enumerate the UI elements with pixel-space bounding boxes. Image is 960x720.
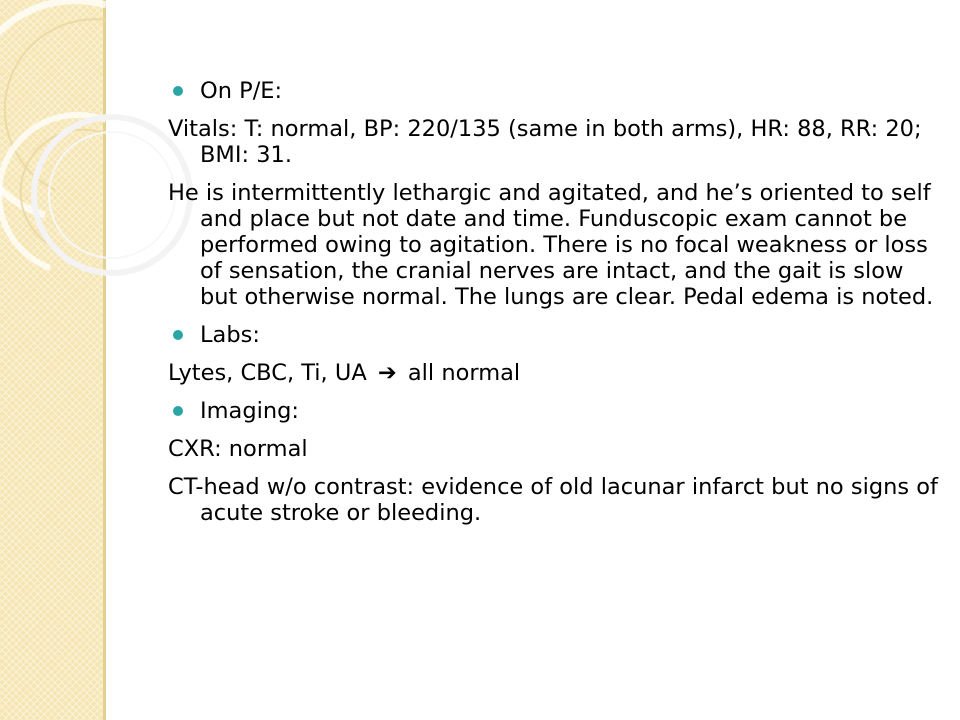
bullet-dot-icon (173, 86, 183, 96)
exam-text: He is intermittently lethargic and agitated, and he’s oriented to self and place but not date and time. Funduscopic exam cannot be performed owing to agitation. There is no focal weakness or loss of sensation, the cranial nerves are intact, and the gait is slow but otherwise normal. The lungs are clear. Pedal edema is noted. (168, 180, 934, 310)
labs-bullet (168, 322, 938, 348)
labs-results-line (168, 360, 938, 386)
bullet-dot-icon (173, 330, 183, 340)
bullet-dot-icon (173, 406, 183, 416)
imaging-bullet (168, 398, 938, 424)
pe-bullet (168, 78, 938, 104)
pe-heading: On P/E: (200, 78, 283, 104)
imaging-heading: Imaging: (200, 398, 299, 424)
labs-text: Lytes, CBC, Ti, UA (168, 360, 367, 386)
vitals-text: Vitals: T: normal, BP: 220/135 (same in both arms), HR: 88, RR: 20; BMI: 31. (168, 116, 922, 168)
right-arrow-icon: ➔ (377, 360, 397, 386)
ct-head-text: CT-head w/o contrast: evidence of old lacunar infarct but no signs of acute stroke or bleeding. (168, 474, 938, 526)
labs-result: all normal (407, 360, 521, 386)
slide-content (168, 78, 938, 538)
labs-heading: Labs: (200, 322, 260, 348)
cxr-text: CXR: normal (168, 436, 308, 462)
